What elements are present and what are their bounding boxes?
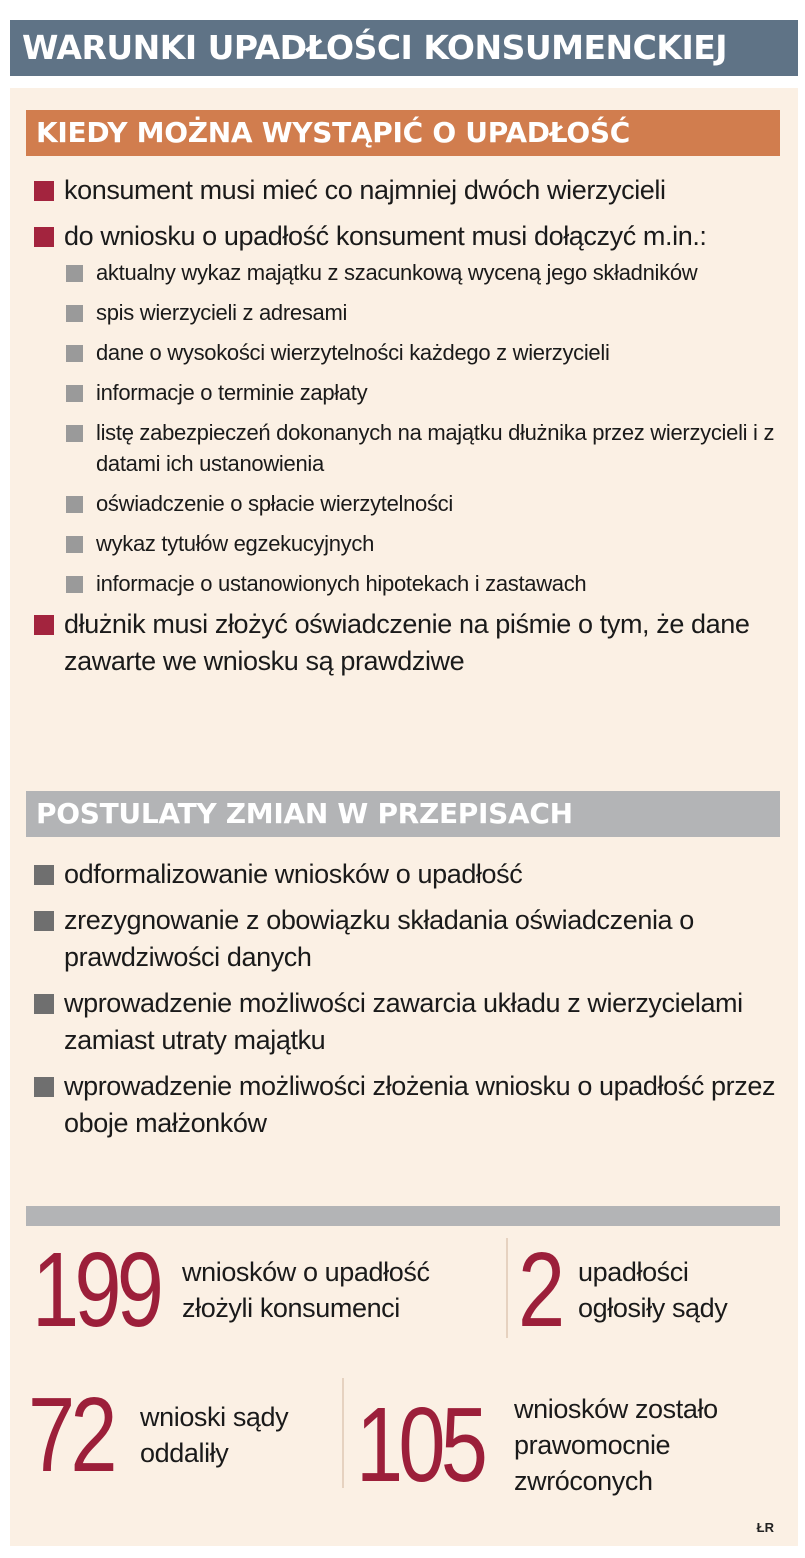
stat-applications-rejected xyxy=(28,1370,348,1500)
list-item xyxy=(32,606,792,680)
square-bullet-icon xyxy=(66,496,83,513)
stat-label: upadłości ogłosiły sądy xyxy=(578,1257,728,1323)
list-item-text: dłużnik musi złożyć oświadczenie na piśmie o tym, że dane zawarte we wniosku są prawdziwe xyxy=(64,609,750,676)
list-item-text: odformalizowanie wniosków o upadłość xyxy=(64,859,523,889)
stat-applications-returned xyxy=(356,1370,786,1520)
stat-number: 2 xyxy=(518,1231,561,1349)
conditions-list xyxy=(32,172,792,689)
sub-list-item xyxy=(64,568,792,599)
stat-number: 72 xyxy=(28,1376,113,1494)
sub-list-item-text: spis wierzycieli z adresami xyxy=(96,300,348,325)
sub-list-item xyxy=(64,297,792,328)
sub-list-item xyxy=(64,528,792,559)
list-item xyxy=(32,1068,792,1142)
stat-label: wniosków o upadłość złożyli konsumenci xyxy=(182,1257,430,1323)
stat-number: 105 xyxy=(356,1386,484,1504)
stat-bankruptcies-declared xyxy=(518,1230,788,1350)
square-bullet-icon xyxy=(34,615,54,635)
content-panel xyxy=(10,88,798,1546)
list-item-text: wprowadzenie możliwości zawarcia układu z wierzycielami zamiast utraty majątku xyxy=(64,988,743,1055)
stat-separator xyxy=(342,1378,344,1488)
postulates-list xyxy=(32,856,792,1151)
sub-list-item-text: dane o wysokości wierzytelności każdego z wierzycieli xyxy=(96,340,610,365)
sub-list-item-text: oświadczenie o spłacie wierzytelności xyxy=(96,491,453,516)
section-header-when: KIEDY MOŻNA WYSTĄPIĆ O UPADŁOŚĆ xyxy=(26,110,780,156)
stat-applications-filed xyxy=(32,1230,502,1350)
sub-list-item xyxy=(64,257,792,288)
section-header-postulates: POSTULATY ZMIAN W PRZEPISACH xyxy=(26,791,780,837)
stat-number: 199 xyxy=(32,1231,160,1349)
square-bullet-icon xyxy=(34,865,54,885)
list-item-text: wprowadzenie możliwości złożenia wniosku o upadłość przez oboje małżonków xyxy=(64,1071,776,1138)
list-item xyxy=(32,902,792,976)
sub-list-item-text: aktualny wykaz majątku z szacunkową wyceną jego składników xyxy=(96,260,698,285)
square-bullet-icon xyxy=(34,994,54,1014)
square-bullet-icon xyxy=(34,181,54,201)
page-title: WARUNKI UPADŁOŚCI KONSUMENCKIEJ xyxy=(10,20,798,76)
square-bullet-icon xyxy=(34,911,54,931)
sub-list-item-text: listę zabezpieczeń dokonanych na majątku dłużnika przez wierzycieli i z datami ich ustanowienia xyxy=(96,420,775,476)
stat-label: wnioski sądy oddaliły xyxy=(140,1402,289,1468)
square-bullet-icon xyxy=(66,265,83,282)
square-bullet-icon xyxy=(66,345,83,362)
list-item-text: do wniosku o upadłość konsument musi dołączyć m.in.: xyxy=(64,221,707,251)
sub-list-item xyxy=(64,337,792,368)
sub-list-item xyxy=(64,377,792,408)
list-item xyxy=(32,985,792,1059)
stat-separator xyxy=(506,1238,508,1338)
sub-list-item-text: informacje o ustanowionych hipotekach i zastawach xyxy=(96,571,587,596)
square-bullet-icon xyxy=(66,576,83,593)
list-item-text: zrezygnowanie z obowiązku składania oświadczenia o prawdziwości danych xyxy=(64,905,694,972)
list-item xyxy=(32,218,792,599)
square-bullet-icon xyxy=(66,425,83,442)
list-item xyxy=(32,172,792,209)
required-documents-list xyxy=(64,257,792,599)
square-bullet-icon xyxy=(66,305,83,322)
author-credit: ŁR xyxy=(756,1520,774,1535)
square-bullet-icon xyxy=(34,1077,54,1097)
sub-list-item xyxy=(64,417,792,479)
square-bullet-icon xyxy=(66,385,83,402)
list-item xyxy=(32,856,792,893)
sub-list-item-text: wykaz tytułów egzekucyjnych xyxy=(96,531,375,556)
square-bullet-icon xyxy=(66,536,83,553)
sub-list-item xyxy=(64,488,792,519)
sub-list-item-text: informacje o terminie zapłaty xyxy=(96,380,368,405)
list-item-text: konsument musi mieć co najmniej dwóch wierzycieli xyxy=(64,175,666,205)
section-divider xyxy=(26,1206,780,1226)
square-bullet-icon xyxy=(34,227,54,247)
stat-label: wniosków zostało prawomocnie zwróconych xyxy=(514,1394,718,1496)
